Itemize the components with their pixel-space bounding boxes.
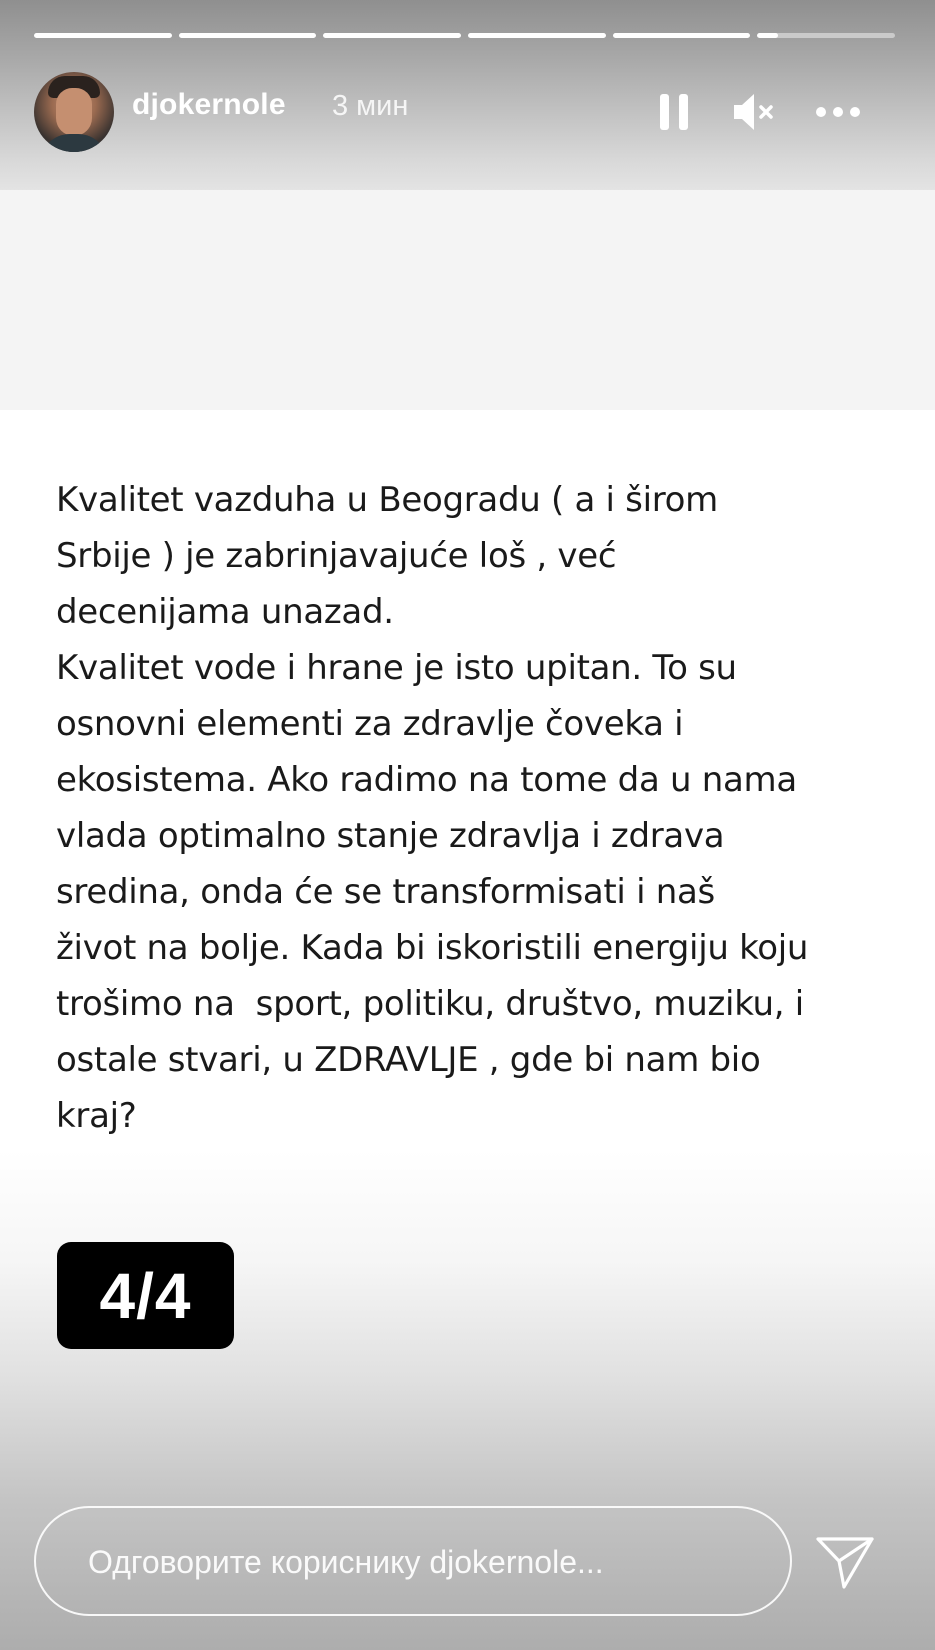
pause-icon bbox=[654, 90, 694, 134]
more-options-icon bbox=[814, 104, 862, 120]
progress-segment bbox=[323, 33, 461, 38]
post-time: 3 мин bbox=[332, 90, 409, 122]
progress-segment-fill bbox=[179, 33, 317, 38]
story-header bbox=[34, 72, 904, 152]
speaker-muted-icon bbox=[730, 90, 778, 134]
page-count-label: 4/4 bbox=[99, 1259, 192, 1332]
progress-segment bbox=[34, 33, 172, 38]
progress-segment-fill bbox=[323, 33, 461, 38]
progress-segment-fill bbox=[34, 33, 172, 38]
story-progress-bar bbox=[34, 33, 895, 39]
progress-segment-fill bbox=[613, 33, 751, 38]
progress-segment-fill bbox=[468, 33, 606, 38]
username[interactable]: djokernole bbox=[132, 88, 286, 121]
mute-button[interactable] bbox=[726, 84, 782, 140]
avatar[interactable] bbox=[34, 72, 114, 152]
send-button[interactable] bbox=[812, 1530, 878, 1596]
reply-input[interactable] bbox=[86, 1536, 750, 1588]
progress-segment bbox=[468, 33, 606, 38]
reply-box[interactable] bbox=[34, 1506, 792, 1616]
progress-segment bbox=[613, 33, 751, 38]
page-count-badge bbox=[57, 1242, 234, 1349]
story-background-band bbox=[0, 190, 935, 410]
more-options-button[interactable] bbox=[810, 84, 866, 140]
story-text: Kvalitet vazduha u Beogradu ( a i širom Srbije ) je zabrinjavajuće loš , već decenijama unazad. Kvalitet vode i hrane je isto upitan. To su osnovni elementi za zdravlje čoveka i ekosistema. Ako radimo na tome da u nama vlada optimalno stanje zdravlja i zdrava sredina, onda će se transformisati i naš život na bolje. Kada bi iskoristili energiju koju trošimo na sport, politiku, društvo, muziku, i ostale stvari, u ZDRAVLJE , gde bi nam bio kraj? bbox=[56, 480, 809, 1136]
pause-button[interactable] bbox=[646, 84, 702, 140]
progress-segment bbox=[179, 33, 317, 38]
send-icon bbox=[814, 1534, 876, 1592]
progress-segment bbox=[757, 33, 895, 38]
progress-segment-fill bbox=[757, 33, 778, 38]
